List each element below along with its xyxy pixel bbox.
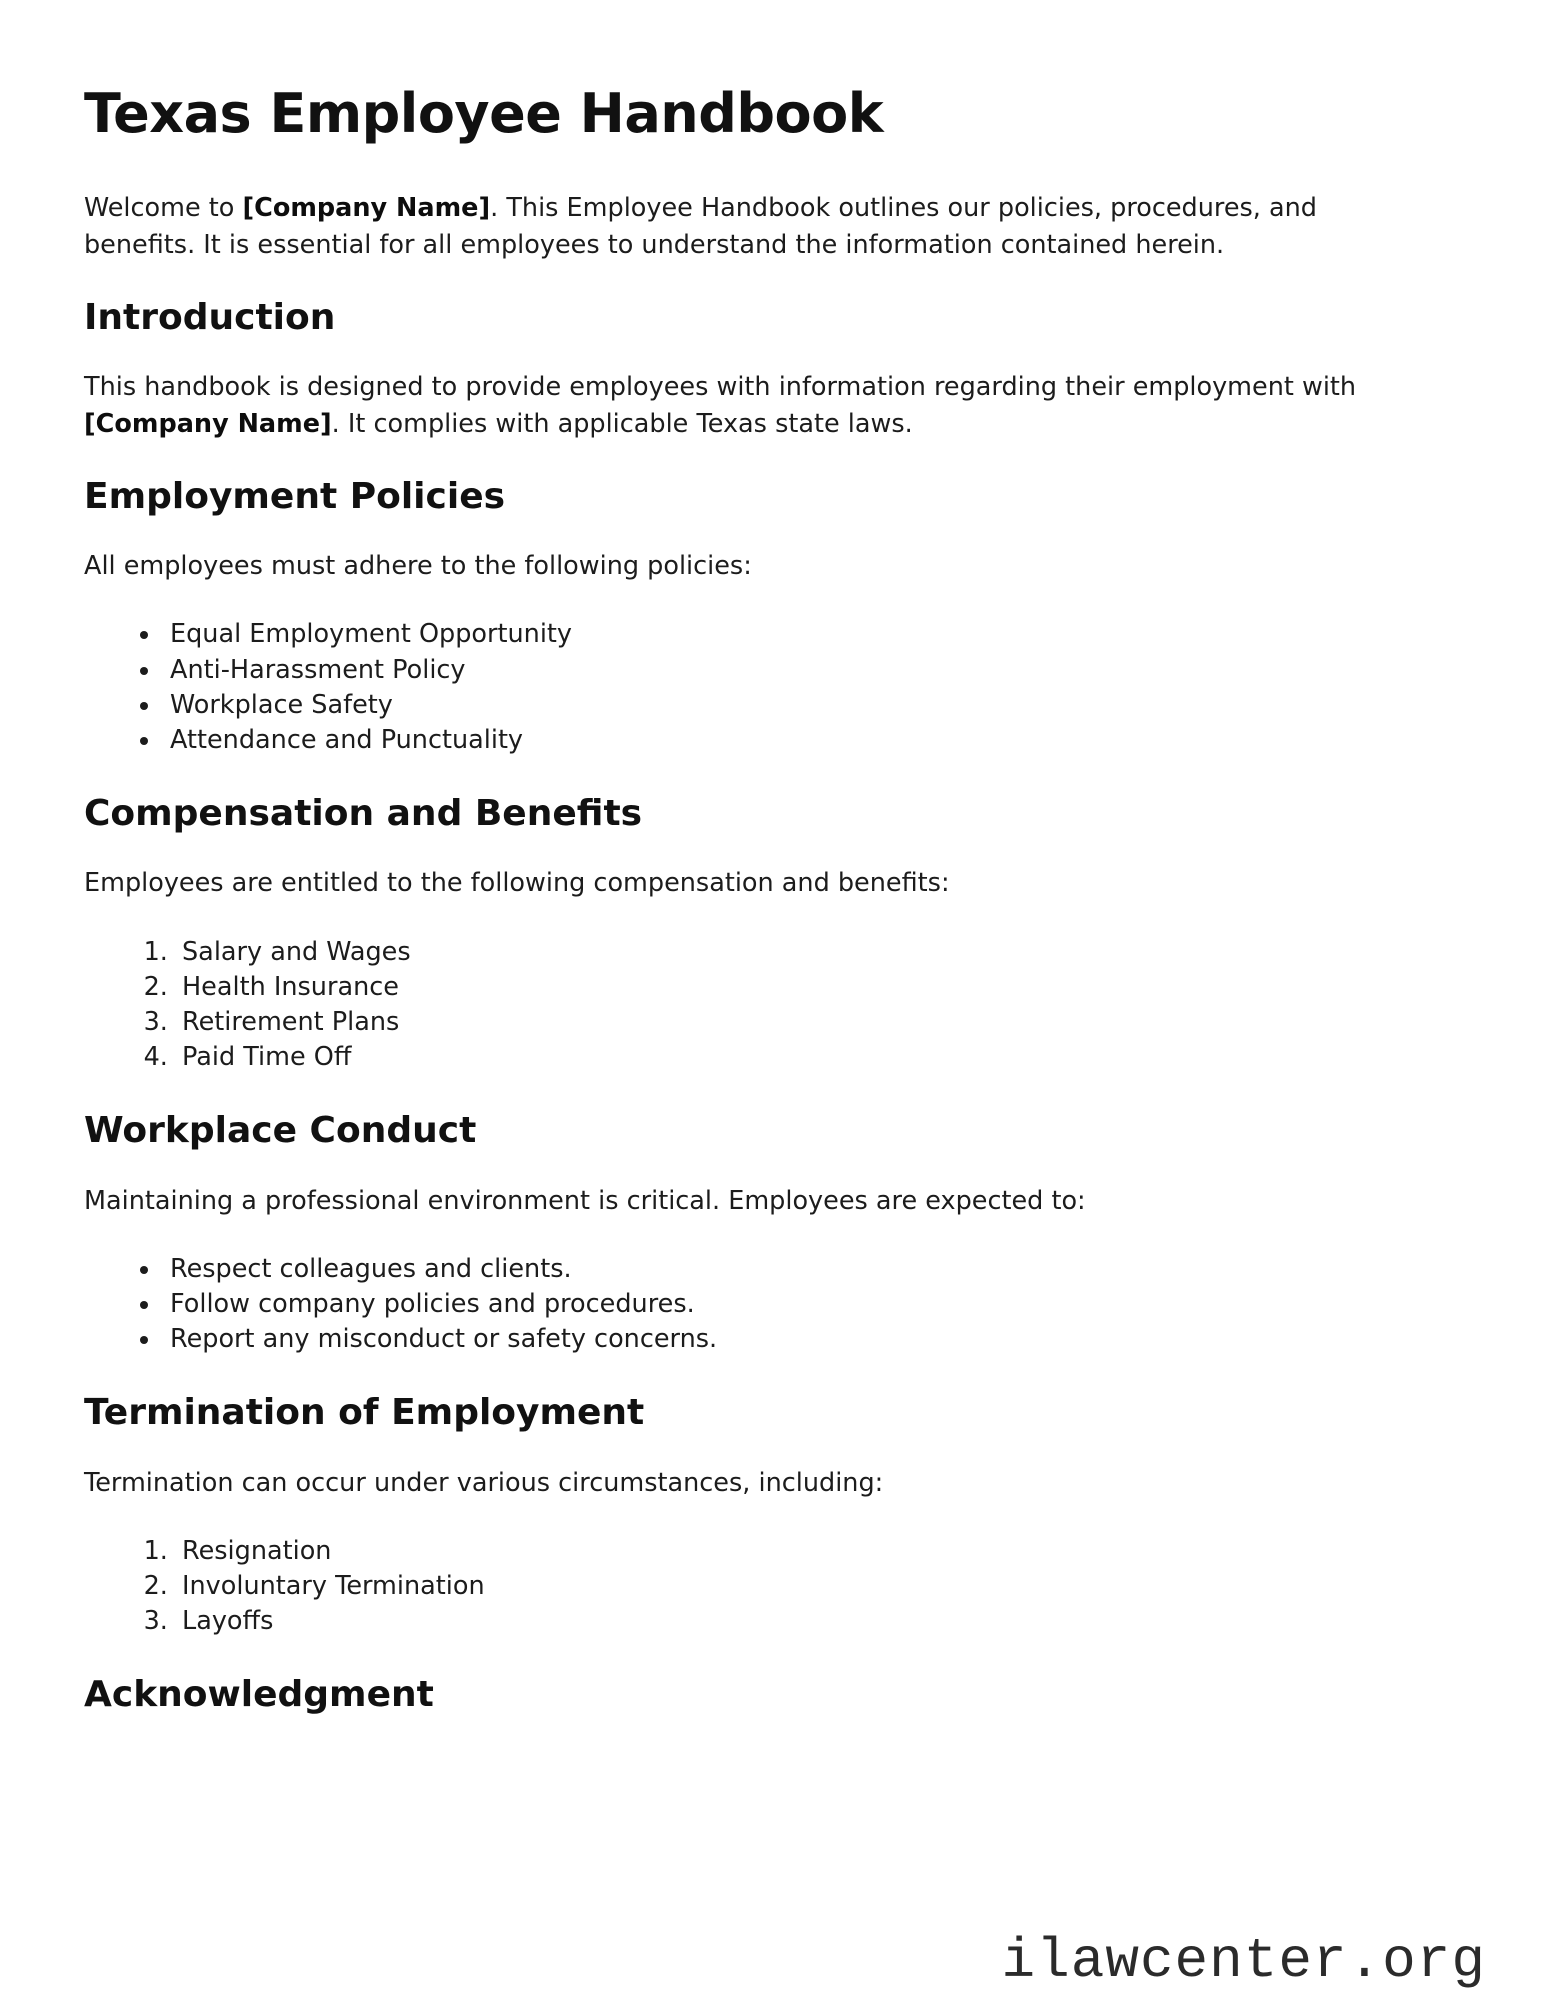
welcome-paragraph-prefix: Welcome to <box>84 193 243 224</box>
compensation-paragraph: Employees are entitled to the following compensation and benefits: <box>84 868 950 899</box>
workplace-conduct-paragraph: Maintaining a professional environment is critical. Employees are expected to: <box>84 1185 1086 1216</box>
list-item: • Respect colleagues and clients. <box>162 1253 1454 1286</box>
welcome-paragraph <box>84 190 1414 262</box>
list-item: 2. Involuntary Termination <box>176 1570 1454 1603</box>
list-item: • Report any misconduct or safety concerns. <box>162 1323 1454 1356</box>
list-item: 3. Layoffs <box>176 1605 1454 1638</box>
introduction-paragraph <box>84 369 1414 441</box>
list-item: 2. Health Insurance <box>176 971 1454 1004</box>
compensation-list <box>84 936 1454 1075</box>
list-item: 3. Retirement Plans <box>176 1006 1454 1039</box>
list-item: • Attendance and Punctuality <box>162 724 1454 757</box>
list-item: • Workplace Safety <box>162 689 1454 722</box>
introduction-paragraph-suffix: . It complies with applicable Texas state laws. <box>331 408 913 439</box>
introduction-paragraph-prefix: This handbook is designed to provide employees with information regarding their employment with <box>84 372 1357 403</box>
workplace-conduct-list <box>84 1253 1454 1356</box>
company-name-placeholder: [Company Name] <box>84 408 332 439</box>
welcome-paragraph-suffix: . This Employee Handbook outlines our policies, procedures, and benefits. It is essential for all employees to understand the information contained herein. <box>84 193 1317 260</box>
section-heading-workplace-conduct: Workplace Conduct <box>84 1110 477 1152</box>
section-heading-acknowledgment: Acknowledgment <box>84 1674 434 1716</box>
list-item: • Follow company policies and procedures. <box>162 1288 1454 1321</box>
termination-paragraph: Termination can occur under various circumstances, including: <box>84 1467 884 1498</box>
section-heading-introduction: Introduction <box>84 296 336 338</box>
page-title: Texas Employee Handbook <box>84 82 884 145</box>
list-item: 1. Resignation <box>176 1535 1454 1568</box>
section-heading-employment-policies: Employment Policies <box>84 475 506 517</box>
list-item: 1. Salary and Wages <box>176 936 1454 969</box>
company-name-placeholder: [Company Name] <box>242 193 491 224</box>
termination-list <box>84 1535 1454 1638</box>
list-item: 4. Paid Time Off <box>176 1041 1454 1074</box>
employment-policies-paragraph: All employees must adhere to the following policies: <box>84 551 752 582</box>
list-item: • Equal Employment Opportunity <box>162 618 1454 651</box>
site-watermark: ilawcenter.org <box>1001 1929 1486 1993</box>
employment-policies-list <box>84 618 1454 757</box>
section-heading-compensation-and-benefits: Compensation and Benefits <box>84 792 643 834</box>
section-heading-termination-of-employment: Termination of Employment <box>84 1392 645 1434</box>
list-item: • Anti-Harassment Policy <box>162 654 1454 687</box>
